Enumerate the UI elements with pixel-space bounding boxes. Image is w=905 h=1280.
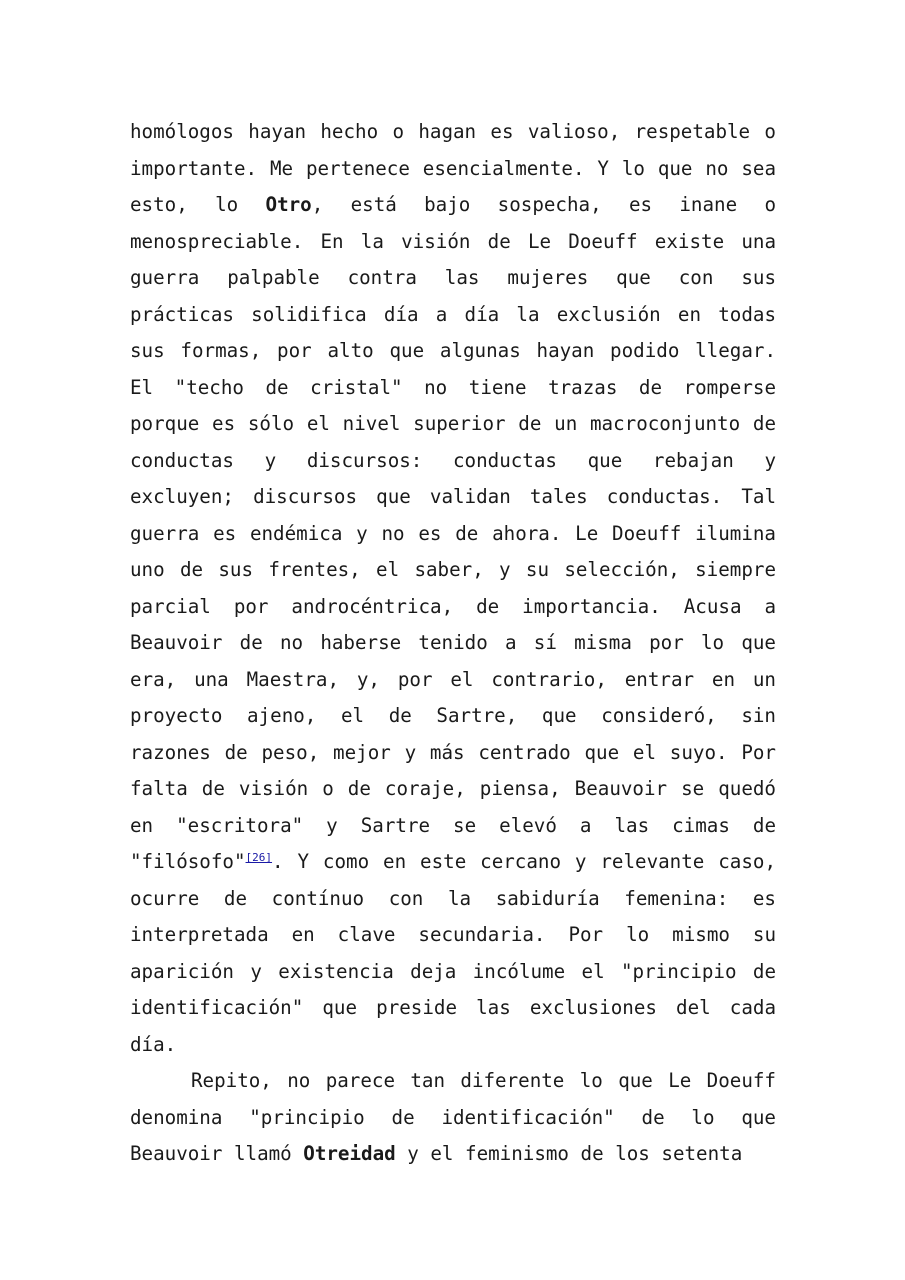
document-page [130,114,776,1173]
paragraph-text: , está bajo sospecha, es inane o menospreciable. En la visión de Le Doeuff existe una guerra palpable contra las mujeres que con sus prácticas solidifica día a día la exclusión en todas sus formas, por alto que algunas hayan podido llegar. El "techo de cristal" no tiene trazas de romperse porque es sólo el nivel superior de un macroconjunto de conductas y discursos: conductas que rebajan y excluyen; discursos que validan tales conductas. Tal guerra es endémica y no es de ahora. Le Doeuff ilumina uno de sus frentes, el saber, y su selección, siempre parcial por androcéntrica, de importancia. Acusa a Beauvoir de no haberse tenido a sí misma por lo que era, una Maestra, y, por el contrario, entrar en un proyecto ajeno, el de Sartre, que consideró, sin razones de peso, mejor y más centrado que el suyo. Por falta de visión o de coraje, piensa, Beauvoir se quedó en "escritora" y Sartre se elevó a las cimas de "filósofo" [130,193,776,873]
bold-term-otreidad: Otreidad [303,1142,396,1165]
paragraph-text: y el feminismo de los setenta [395,1142,743,1165]
footnote-link[interactable]: [26] [245,851,273,864]
bold-term-otro: Otro [265,193,312,216]
paragraph-text: . Y como en este cercano y relevante caso, ocurre de contínuo con la sabiduría femenina: es interpretada en clave secundaria. Por lo mismo su aparición y existencia deja incólume el "principio de identificación" que preside las exclusiones del cada día. [130,850,776,1056]
body-paragraph-2 [130,1063,776,1173]
body-paragraph-1 [130,114,776,1063]
paragraph-text: Repito, no parece tan diferente lo que Le Doeuff denomina "principio de identificación" de lo que Beauvoir llamó [130,1069,776,1165]
paragraph-text: homólogos hayan hecho o hagan es valioso, respetable o importante. Me pertenece esencialmente. Y lo que no sea esto, lo [130,120,776,216]
